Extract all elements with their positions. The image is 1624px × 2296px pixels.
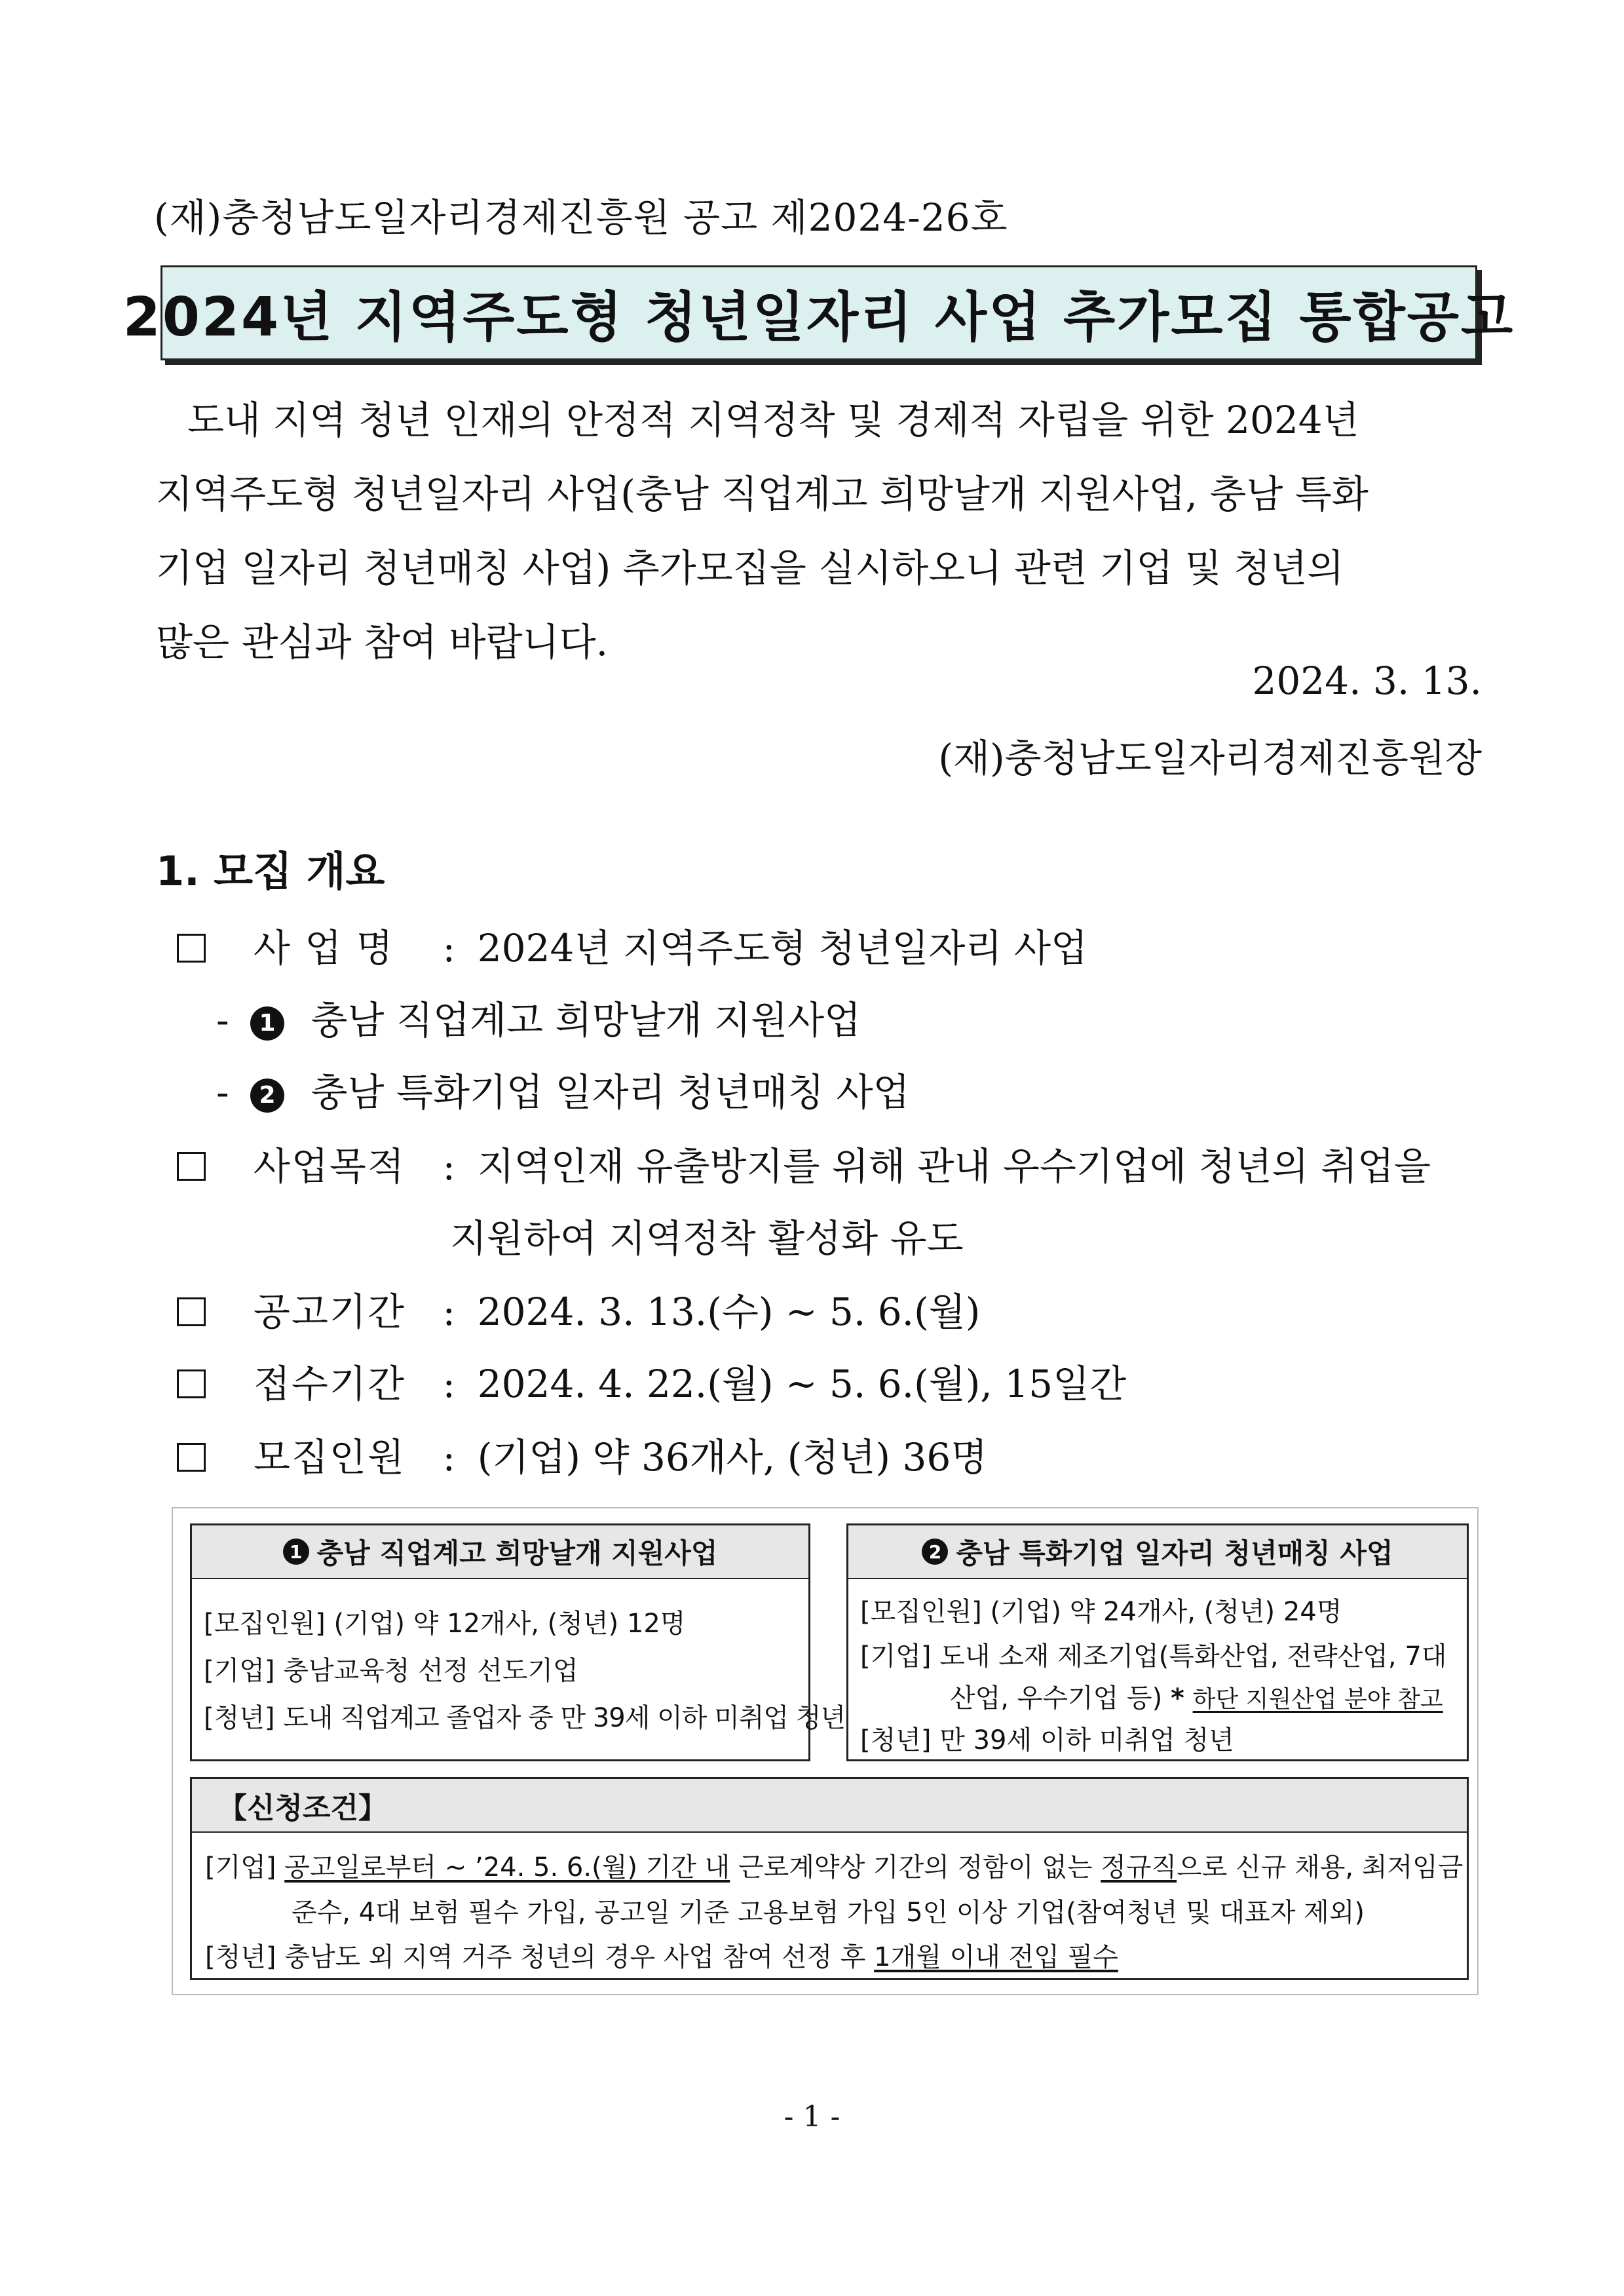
conditions-title: 【신청조건】 (218, 1791, 388, 1825)
box-value: 산업, 우수기업 등) (950, 1683, 1163, 1713)
dash: - (216, 998, 229, 1043)
row-value: 2024. 4. 22.(월) ~ 5. 6.(월), 15일간 (477, 1362, 1127, 1406)
intro-line: 지역주도형 청년일자리 사업(충남 직업계고 희망날개 지원사업, 충남 특화 (156, 472, 1369, 516)
number-badge-icon: 1 (283, 1539, 309, 1565)
conditions-header (192, 1779, 1467, 1833)
box-header (192, 1525, 808, 1579)
number-badge-icon: 2 (250, 1079, 284, 1113)
colon: : (442, 1435, 456, 1480)
notice-date: 2024. 3. 13. (1252, 659, 1482, 703)
program-box-2 (846, 1523, 1469, 1761)
underlined-text: 1개월 이내 전입 필수 (874, 1942, 1118, 1972)
row-value: 지역인재 유출방지를 위해 관내 우수기업에 청년의 취업을 (477, 1144, 1431, 1189)
row-label: 사 업 명 (253, 926, 394, 970)
overview-row-application-period (177, 1353, 1126, 1408)
conditions-box (190, 1777, 1469, 1980)
issuer-name: (재)충청남도일자리경제진흥원장 (938, 736, 1482, 780)
box-value: 도내 직업계고 졸업자 중 만 39세 이하 미취업 청년 (283, 1703, 845, 1733)
underlined-text: 공고일로부터 ~ ’24. 5. 6.(월) 기간 내 (284, 1852, 730, 1883)
row-value: 2024년 지역주도형 청년일자리 사업 (477, 926, 1088, 970)
title-box (123, 265, 1515, 360)
colon: : (442, 1144, 456, 1189)
row-label: 공고기간 (253, 1290, 406, 1334)
sub-item (216, 989, 861, 1044)
condition-line-company (205, 1846, 1463, 1884)
row-value: (기업) 약 36개사, (청년) 36명 (477, 1435, 988, 1480)
page-number: - 1 - (784, 2100, 840, 2133)
box-line-youth (860, 1719, 1234, 1757)
box-value: 만 39세 이하 미취업 청년 (939, 1725, 1234, 1755)
tag: [청년] (204, 1703, 275, 1733)
condition-text: 충남도 외 지역 거주 청년의 경우 사업 참여 선정 후 (284, 1942, 866, 1972)
checkbox-square-icon (177, 1443, 206, 1472)
dash: - (216, 1070, 229, 1115)
row-label: 사업목적 (253, 1144, 406, 1189)
box-title: 충남 직업계고 희망날개 지원사업 (316, 1537, 718, 1569)
condition-text: 근로계약상 기간의 정함이 없는 (738, 1852, 1093, 1883)
intro-line: 기업 일자리 청년매칭 사업) 추가모집을 실시하오니 관련 기업 및 청년의 (156, 546, 1344, 590)
tag: [청년] (860, 1725, 932, 1755)
box-line-company (860, 1636, 1446, 1673)
underlined-text: 정규직 (1101, 1852, 1177, 1883)
intro-line: 많은 관심과 참여 바랍니다. (156, 620, 609, 664)
box-line-company (204, 1650, 578, 1687)
condition-line-company-cont: 준수, 4대 보험 필수 가입, 공고일 기준 고용보험 가입 5인 이상 기업(참여청년 및 대표자 제외) (292, 1898, 1365, 1928)
tag: [모집인원] (860, 1597, 982, 1627)
overview-row-notice-period (177, 1281, 980, 1336)
condition-text: 으로 신규 채용, 최저임금 (1177, 1852, 1463, 1883)
box-line-youth (204, 1697, 845, 1734)
colon: : (442, 1362, 456, 1406)
box-title: 충남 특화기업 일자리 청년매칭 사업 (956, 1537, 1393, 1569)
colon: : (442, 926, 456, 970)
box-line-recruit (204, 1603, 685, 1640)
condition-line-youth (205, 1936, 1118, 1974)
tag: [기업] (205, 1852, 276, 1883)
tag: [청년] (205, 1942, 276, 1972)
tag: [기업] (204, 1656, 275, 1686)
tag: [모집인원] (204, 1609, 326, 1639)
note-text: 하단 지원산업 분야 참고 (1192, 1686, 1443, 1713)
box-header (848, 1525, 1467, 1579)
intro-paragraph (156, 383, 1482, 679)
page-title: 2024년 지역주도형 청년일자리 사업 추가모집 통합공고 (123, 286, 1515, 349)
tag: [기업] (860, 1641, 932, 1672)
number-badge-icon: 2 (922, 1539, 948, 1565)
note-mark: * (1170, 1683, 1184, 1713)
sub-item (216, 1062, 910, 1117)
checkbox-square-icon (177, 1297, 206, 1326)
overview-row-business-name (177, 917, 1087, 972)
overview-row-recruit-count (177, 1426, 987, 1482)
overview-row-purpose (177, 1136, 1431, 1191)
box-line-company-cont (950, 1677, 1443, 1715)
row-value: 2024. 3. 13.(수) ~ 5. 6.(월) (477, 1290, 981, 1334)
row-value-continued: 지원하여 지역정착 활성화 유도 (450, 1216, 964, 1261)
box-line-recruit (860, 1591, 1342, 1628)
colon: : (442, 1290, 456, 1334)
checkbox-square-icon (177, 1152, 206, 1181)
section-heading: 1. 모집 개요 (156, 847, 385, 895)
checkbox-square-icon (177, 1369, 206, 1398)
row-label: 모집인원 (253, 1435, 406, 1480)
intro-line: 도내 지역 청년 인재의 안정적 지역정착 및 경제적 자립을 위한 2024년 (187, 398, 1359, 442)
box-value: (기업) 약 24개사, (청년) 24명 (990, 1597, 1342, 1627)
box-value: 충남교육청 선정 선도기업 (283, 1656, 578, 1686)
number-badge-icon: 1 (250, 1006, 284, 1041)
box-value: 도내 소재 제조기업(특화산업, 전략산업, 7대 (939, 1641, 1447, 1672)
box-value: (기업) 약 12개사, (청년) 12명 (333, 1609, 686, 1639)
row-label: 접수기간 (253, 1362, 406, 1406)
notice-number: (재)충청남도일자리경제진흥원 공고 제2024-26호 (154, 195, 1008, 240)
checkbox-square-icon (177, 934, 206, 963)
sub-item-text: 충남 특화기업 일자리 청년매칭 사업 (311, 1070, 910, 1115)
sub-item-text: 충남 직업계고 희망날개 지원사업 (311, 998, 861, 1043)
program-box-1 (190, 1523, 845, 1761)
